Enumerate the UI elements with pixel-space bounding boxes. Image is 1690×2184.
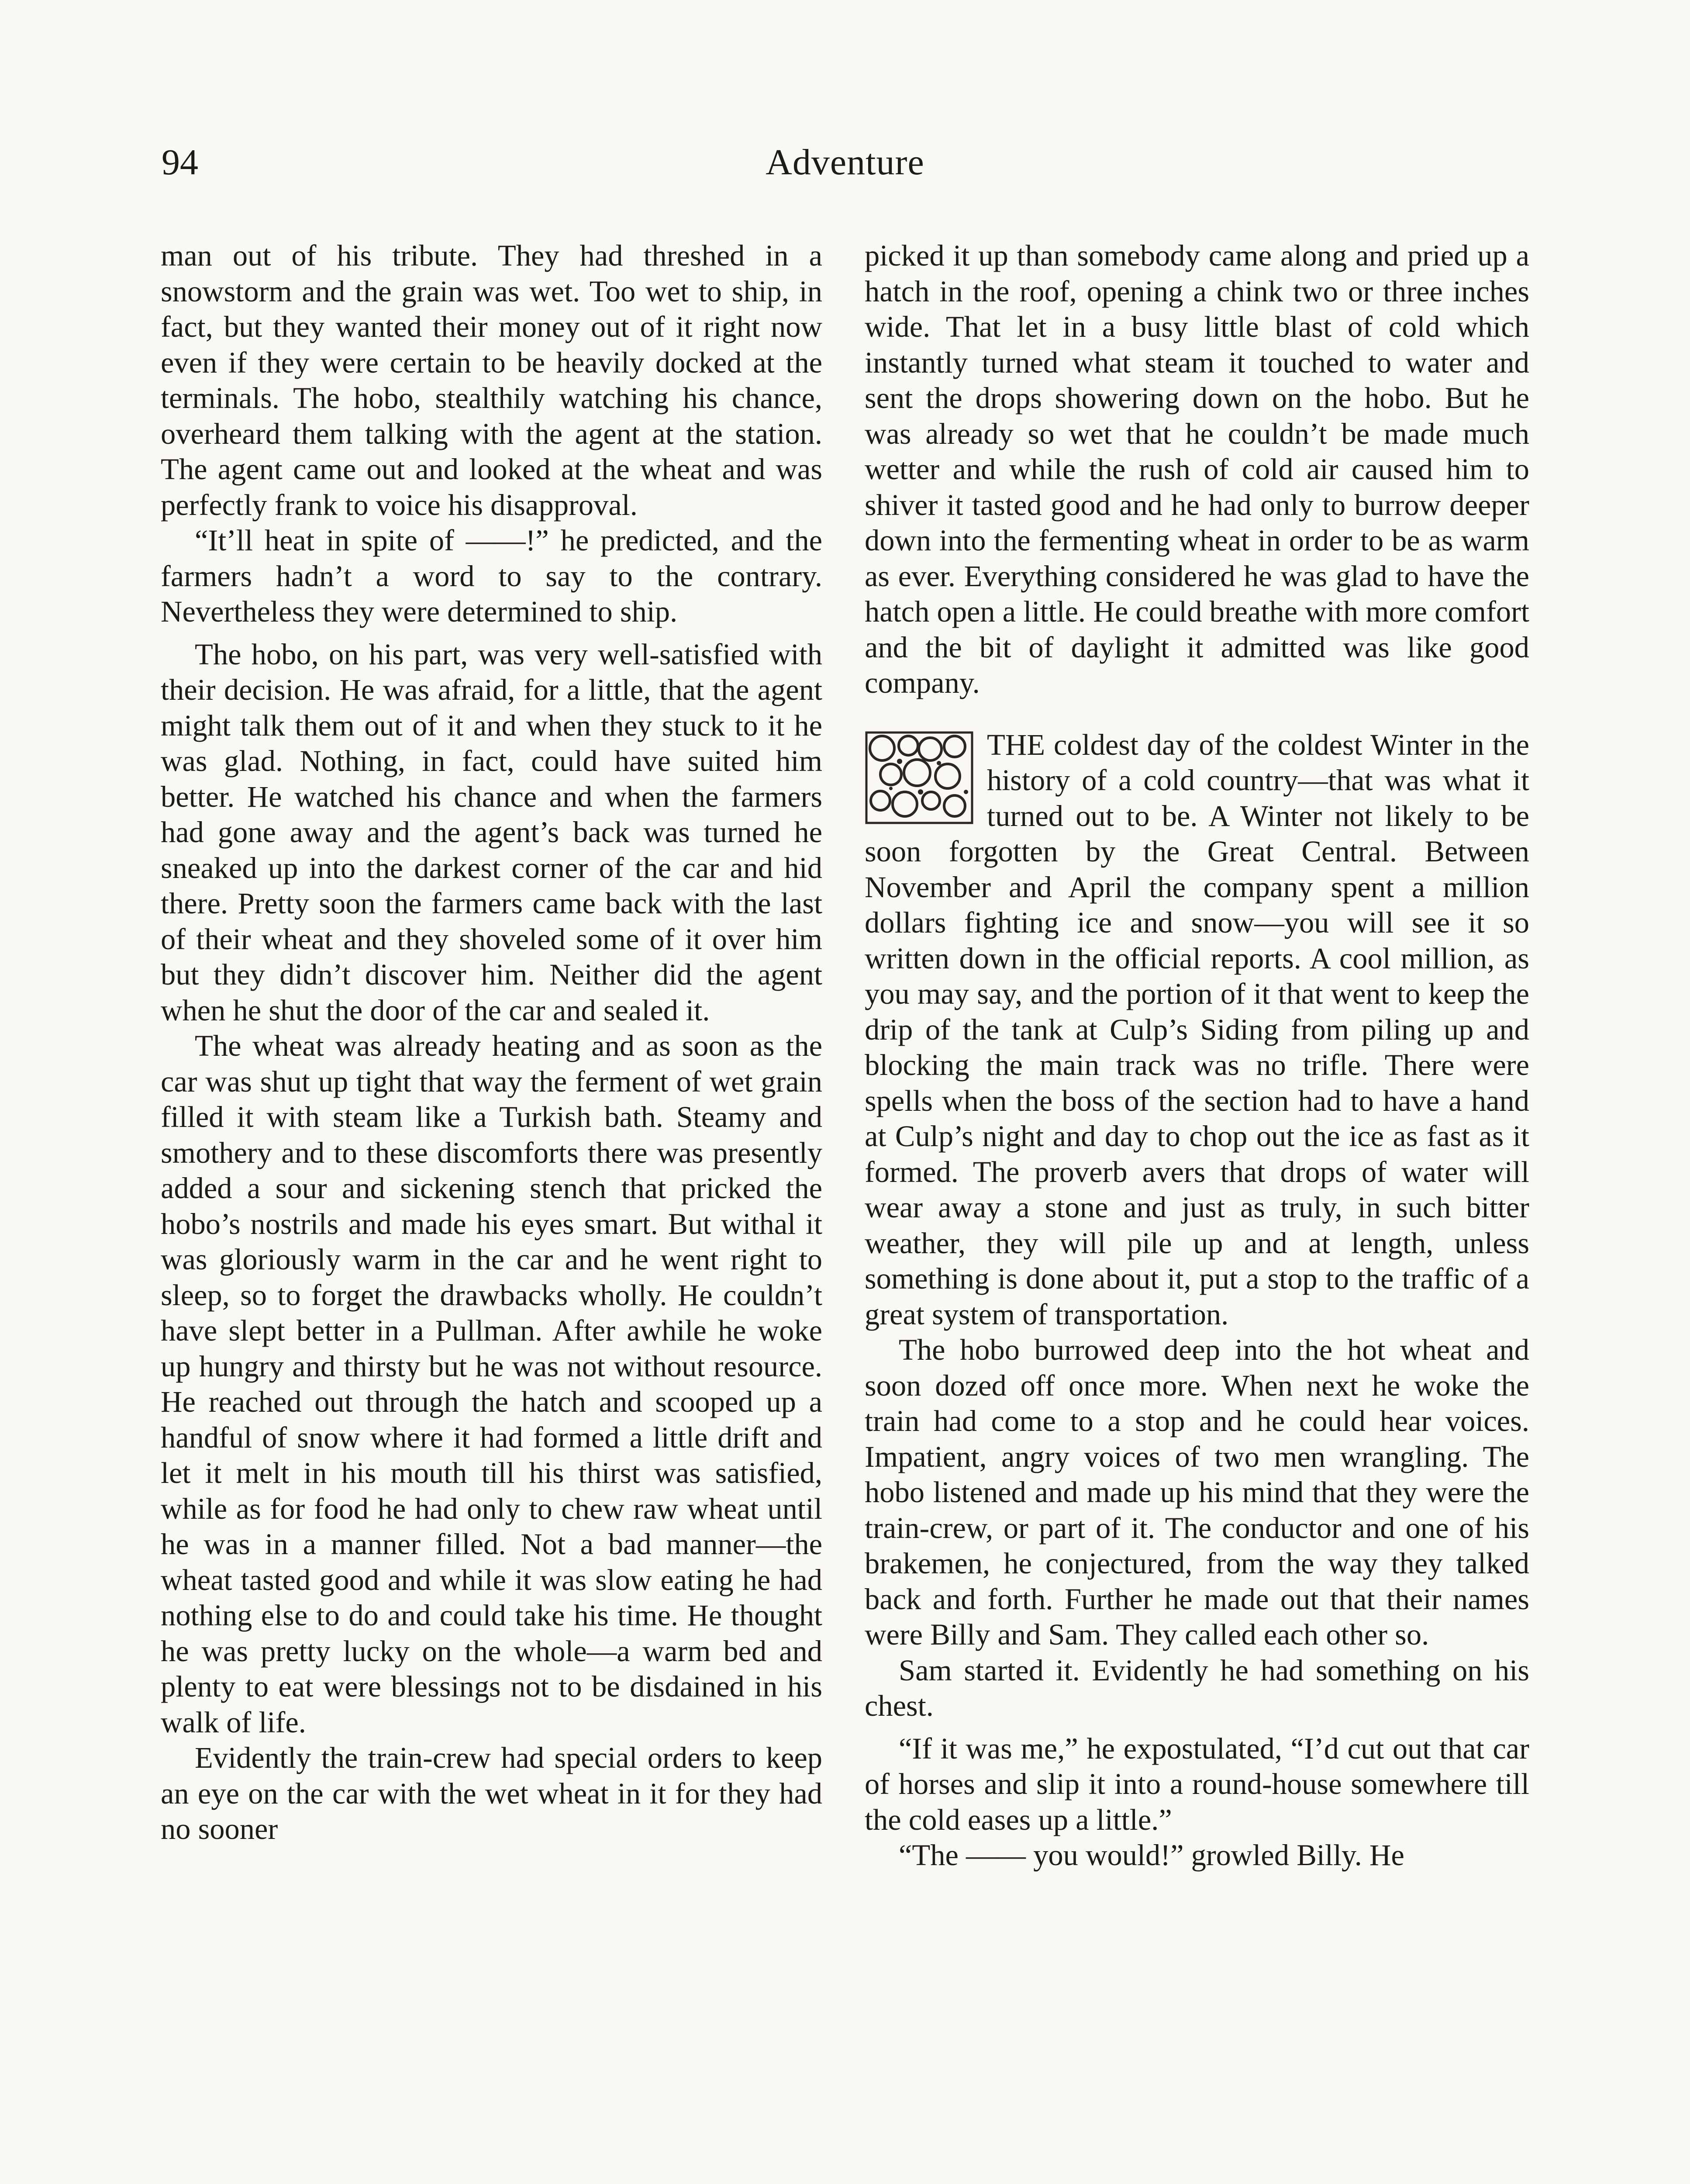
- ornamental-bubble-dropcap-icon: [865, 731, 974, 825]
- page-header: [162, 144, 1528, 201]
- paragraph: “It’ll heat in spite of ——!” he predicted, and the farmers hadn’t a word to say to the contrary. Nevertheless they were determined to ship.: [161, 524, 822, 628]
- paragraph: “If it was me,” he expostulated, “I’d cut out that car of horses and slip it into a round-house somewhere till the cold eases up a little.”: [865, 1731, 1529, 1836]
- paragraph: The hobo burrowed deep into the hot wheat and soon dozed off once more. When next he woke the train had come to a stop and he could hear voices. Impatient, angry voices of two men wrangling. The hobo listened and made up his mind that they were the train-crew, or part of it. The conductor and one of his brakemen, he conjectured, from the way they talked back and forth. Further he made out that their names were Billy and Sam. They called each other so.: [865, 1333, 1529, 1651]
- paragraph: man out of his tribute. They had threshed in a snowstorm and the grain was wet. Too wet to ship, in fact, but they wanted their money out of it right now even if they were certain to be heavily docked at the terminals. The hobo, stealthily watching his chance, overheard them talking with the agent at the station. The agent came out and looked at the wheat and was perfectly frank to voice his disapproval.: [161, 239, 822, 522]
- section-opening-text: THE coldest day of the coldest Winter in the history of a cold country—that was what it turned out to be. A Winter not likely to be soon forgotten by the Great Central. Between November and April the company spent a million dollars fighting ice and snow—you will see it so written down in the official reports. A cool million, as you may say, and the portion of it that went to keep the drip of the tank at Culp’s Siding from piling up and blocking the main track was no trifle. There were spells when the boss of the section had to have a hand at Culp’s night and day to chop out the ice as fast as it formed. The proverb avers that drops of water will wear away a stone and just as truly, in such bitter weather, they will pile up and at length, unless something is done about it, put a stop to the traffic of a great system of transportation.: [865, 728, 1529, 1331]
- left-column: [161, 238, 822, 1847]
- paragraph: “The —— you would!” growled Billy. He: [899, 1838, 1404, 1872]
- paragraph: picked it up than somebody came along and pried up a hatch in the roof, opening a chink two or three inches wide. That let in a busy little blast of cold which instantly turned what steam it touched to water and sent the drops showering down on the hobo. But he was already so wet that he couldn’t be made much wetter and while the rush of cold air caused him to shiver it tasted good and he had only to burrow deeper down into the fermenting wheat in order to be as warm as ever. Everything considered he was glad to have the hatch open a little. He could breathe with more comfort and the bit of daylight it admitted was like good company.: [865, 239, 1529, 699]
- paragraph: Evidently the train-crew had special orders to keep an eye on the car with the wet wheat in it for they had no sooner: [161, 1741, 822, 1845]
- right-column: [865, 238, 1529, 1873]
- page-number: 94: [162, 142, 198, 183]
- running-title: Adventure: [766, 142, 924, 183]
- paragraph: The hobo, on his part, was very well-satisfied with their decision. He was afraid, for a little, that the agent might talk them out of it and when they stuck to it he was glad. Nothing, in fact, could have suited him better. He watched his chance and when the farmers had gone away and the agent’s back was turned he sneaked up into the darkest corner of the car and hid there. Pretty soon the farmers came back with the last of their wheat and they shoveled some of it over him but they didn’t discover him. Neither did the agent when he shut the door of the car and sealed it.: [161, 637, 822, 1027]
- paragraph: The wheat was already heating and as soon as the car was shut up tight that way the ferment of wet grain filled it with steam like a Turkish bath. Steamy and smothery and to these discomforts there was presently added a sour and sickening stench that pricked the hobo’s nostrils and made his eyes smart. But withal it was gloriously warm in the car and he went right to sleep, so to forget the drawbacks wholly. He couldn’t have slept better in a Pullman. After awhile he woke up hungry and thirsty but he was not without resource. He reached out through the hatch and scooped up a handful of snow where it had formed a little drift and let it melt in his mouth till his thirst was satisfied, while as for food he had only to chew raw wheat until he was in a manner filled. Not a bad manner—the wheat tasted good and while it was slow eating he had nothing else to do and could take his time. He thought he was pretty lucky on the whole—a warm bed and plenty to eat were blessings not to be disdained in his walk of life.: [161, 1029, 822, 1739]
- paragraph: Sam started it. Evidently he had something on his chest.: [865, 1653, 1529, 1722]
- section-opening: [865, 727, 1529, 1333]
